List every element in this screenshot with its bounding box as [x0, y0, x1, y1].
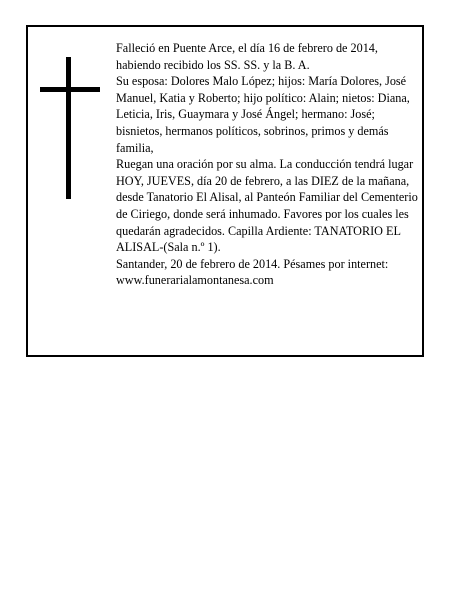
funeral-details: Ruegan una oración por su alma. La conducción tendrá lugar HOY, JUEVES, día 20 de febrero, a las DIEZ de la mañana, desde Tanatorio El Alisal, al Panteón Familiar del Cementerio de Ciriego, donde será inhumado. Favores por los cuales les quedarán agradecidos. Capilla Ardiente: TANATORIO EL ALISAL-(Sala n.º 1).: [116, 157, 418, 255]
obituary-text: [116, 40, 424, 289]
place-date-condolences: Santander, 20 de febrero de 2014. Pésames por internet: www.funerarialamontanesa.com: [116, 256, 389, 288]
family-members: Su esposa: Dolores Malo López; hijos: María Dolores, José Manuel, Katia y Roberto; hijo político: Alain; nietos: Diana, Leticia, Iris, Guaymara y José Ángel; hermano: José; bisnietos, hermanos políticos, sobrinos, primos y demás familia,: [116, 74, 410, 155]
cross-vertical-bar: [66, 57, 71, 199]
death-announcement: Falleció en Puente Arce, el día 16 de febrero de 2014, habiendo recibido los SS. SS. y la B. A.: [116, 41, 378, 72]
obituary-notice: [26, 25, 424, 357]
cross-horizontal-bar: [40, 87, 100, 92]
latin-cross-icon: [40, 57, 100, 199]
